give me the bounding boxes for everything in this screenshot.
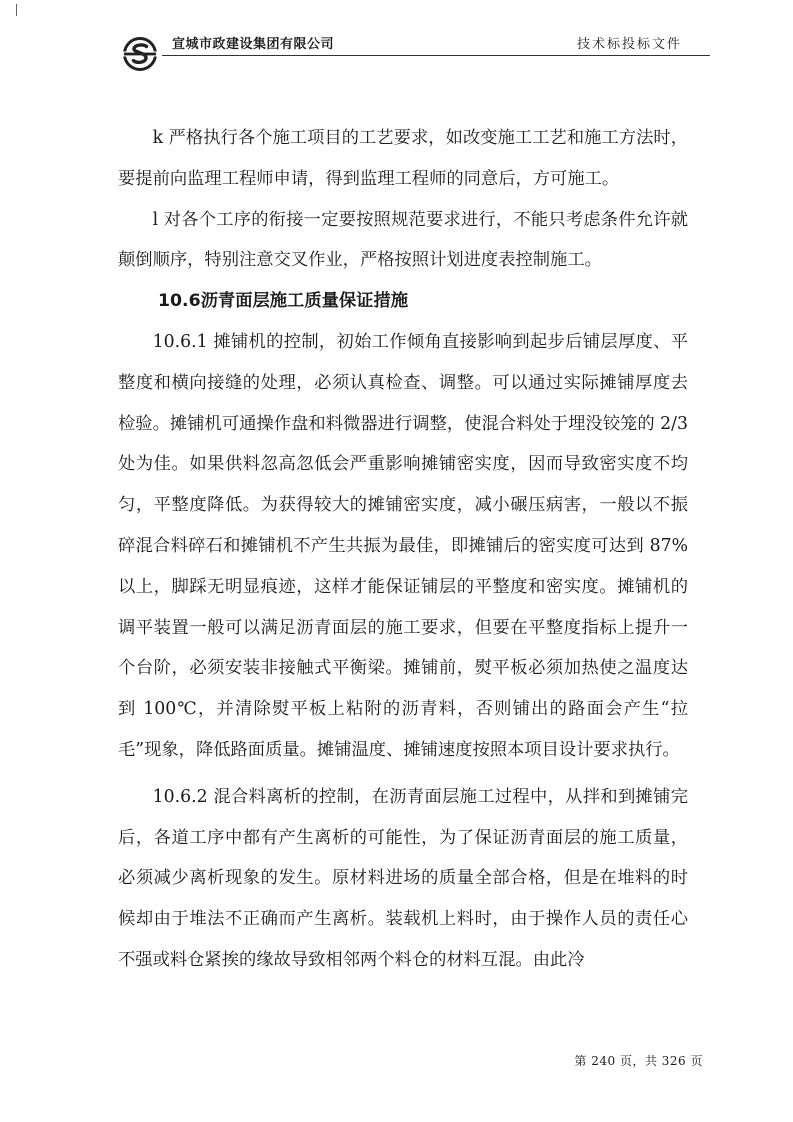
header-divider	[162, 55, 710, 56]
company-name: 宣城市政建设集团有限公司	[172, 37, 335, 52]
page-header	[118, 26, 710, 72]
page-number: 第 240 页，共 326 页	[574, 1054, 703, 1068]
paragraph-k: k 严格执行各个施工项目的工艺要求，如改变施工工艺和施工方法时，要提前向监理工程师申请，得到监理工程师的同意后，方可施工。	[118, 128, 688, 189]
paragraph-10-6-2: 10.6.2 混合料离析的控制，在沥青面层施工过程中，从拌和到摊铺完后，各道工序中都有产生离析的可能性，为了保证沥青面层的施工质量，必须减少离析现象的发生。原材料进场的质量全部合格，但是在堆料的时候却由于堆法不正确而产生离析。装载机上料时，由于操作人员的责任心不强或料仓紧挨的缘故导致相邻两个料仓的材料互混。由此冷	[118, 786, 688, 970]
section-heading: 10.6沥青面层施工质量保证措施	[158, 291, 409, 312]
document-body	[118, 118, 688, 981]
document-type: 技术标投标文件	[576, 37, 682, 52]
company-logo-icon	[122, 36, 158, 72]
scan-corner-mark	[16, 4, 17, 16]
paragraph-l: l 对各个工序的衔接一定要按照规范要求进行，不能只考虑条件允许就颠倒顺序，特别注意交叉作业，严格按照计划进度表控制施工。	[118, 209, 688, 271]
paragraph-10-6-1: 10.6.1 摊铺机的控制，初始工作倾角直接影响到起步后铺层厚度、平整度和横向接缝的处理，必须认真检查、调整。可以通过实际摊铺厚度去检验。摊铺机可通操作盘和料微器进行调整，使混合料处于埋没铰笼的 2/3 处为佳。如果供料忽高忽低会严重影响摊铺密实度，因而导致密实度不均匀，平整度降低。为获得较大的摊铺密实度，减小碾压病害，一般以不振碎混合料碎石和摊铺机不产生共振为最佳，即摊铺后的密实度可达到 87%以上，脚踩无明显痕迹，这样才能保证铺层的平整度和密实度。摊铺机的调平装置一般可以满足沥青面层的施工要求，但要在平整度指标上提升一个台阶，必须安装非接触式平衡梁。摊铺前，熨平板必须加热使之温度达到 100℃，并清除熨平板上粘附的沥青料，否则铺出的路面会产生“拉毛”现象，降低路面质量。摊铺温度、摊铺速度按照本项目设计要求执行。	[118, 331, 688, 760]
